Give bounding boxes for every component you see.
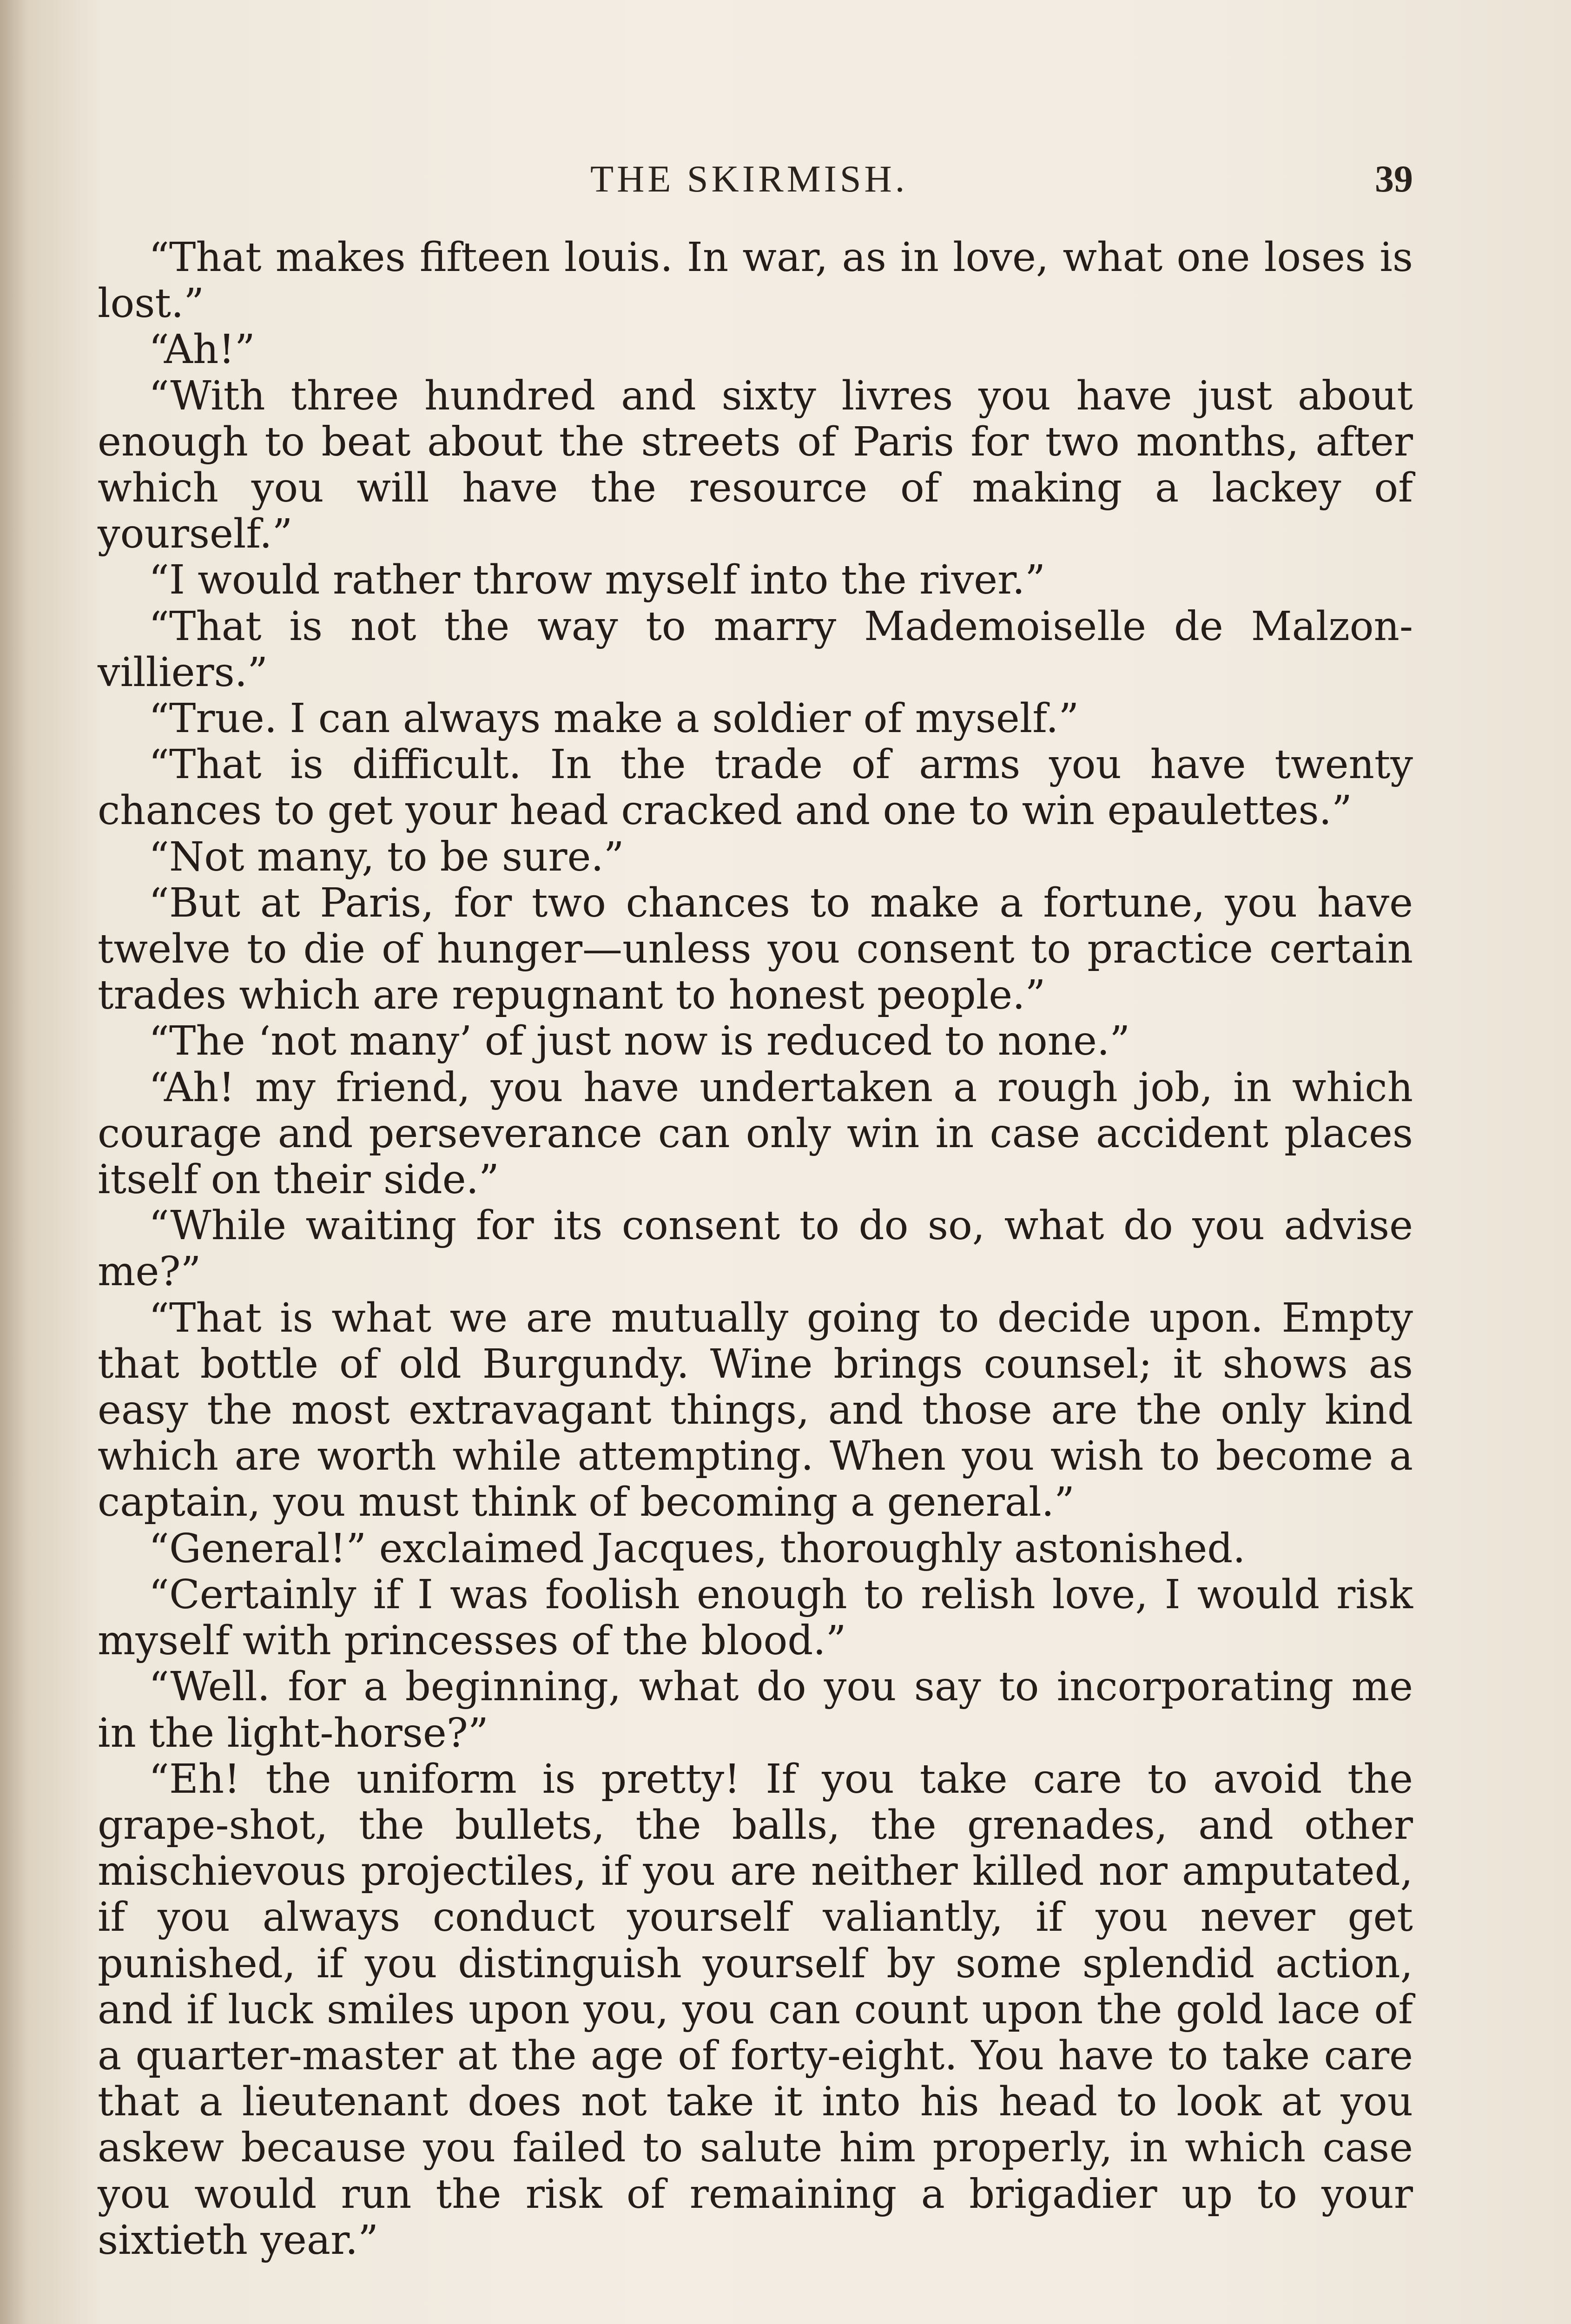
- paragraph: “That makes fifteen louis. In war, as in love, what one loses is lost.”: [98, 234, 1413, 327]
- paragraph: “That is what we are mutually going to decide upon. Empty that bottle of old Burgundy. Wine brings counsel; it shows as easy the most extravagant things, and those are the only kind which are worth while attempting. When you wish to become a captain, you must think of becoming a general.”: [98, 1294, 1413, 1526]
- page-number: 39: [1375, 158, 1413, 200]
- paragraph: “While waiting for its consent to do so, what do you advise me?”: [98, 1202, 1413, 1295]
- paragraph: “With three hundred and sixty livres you have just about enough to beat about the streets of Paris for two months, after which you will have the resource of making a lackey of yourself.”: [98, 372, 1413, 558]
- paragraph: “That is difficult. In the trade of arms you have twenty chances to get your head cracked and one to win epaulettes.”: [98, 741, 1413, 834]
- paragraph: “The ‘not many’ of just now is reduced to none.”: [149, 1018, 1130, 1065]
- paragraph: “Eh! the uniform is pretty! If you take care to avoid the grape-shot, the bullets, the balls, the grenades, and other mischievous projectiles, if you are neither killed nor amputated, if you always conduct yourself valiantly, if you never get punished, if you distinguish yourself by some splendid action, and if luck smiles upon you, you can count upon the gold lace of a quarter-master at the age of forty-eight. You have to take care that a lieutenant does not take it into his head to look at you askew because you failed to salute him properly, in which case you would run the risk of remaining a brigadier up to your sixtieth year.”: [98, 1756, 1413, 2264]
- paragraph: “I would rather throw myself into the river.”: [149, 557, 1046, 604]
- chapter-title: THE SKIRMISH.: [590, 158, 908, 200]
- paragraph: “Not many, to be sure.”: [149, 833, 624, 880]
- running-head: [0, 157, 1571, 208]
- body-text: [98, 235, 1413, 2264]
- paragraph: “That is not the way to marry Mademoiselle de Malzonvilliers.”: [98, 603, 1413, 696]
- paragraph: “True. I can always make a soldier of myself.”: [149, 695, 1079, 742]
- paragraph: “Ah! my friend, you have undertaken a rough job, in which courage and perseverance can only win in case accident places itself on their side.”: [98, 1064, 1413, 1203]
- paragraph: “But at Paris, for two chances to make a fortune, you have twelve to die of hunger—unless you consent to practice certain trades which are repugnant to honest people.”: [98, 879, 1413, 1019]
- paragraph: “Ah!”: [149, 326, 255, 373]
- paragraph: “General!” exclaimed Jacques, thoroughly astonished.: [149, 1525, 1246, 1572]
- paragraph: “Well. for a beginning, what do you say to incorporating me in the light-horse?”: [98, 1664, 1413, 1756]
- paragraph: “Certainly if I was foolish enough to relish love, I would risk myself with princesses of the blood.”: [98, 1571, 1413, 1664]
